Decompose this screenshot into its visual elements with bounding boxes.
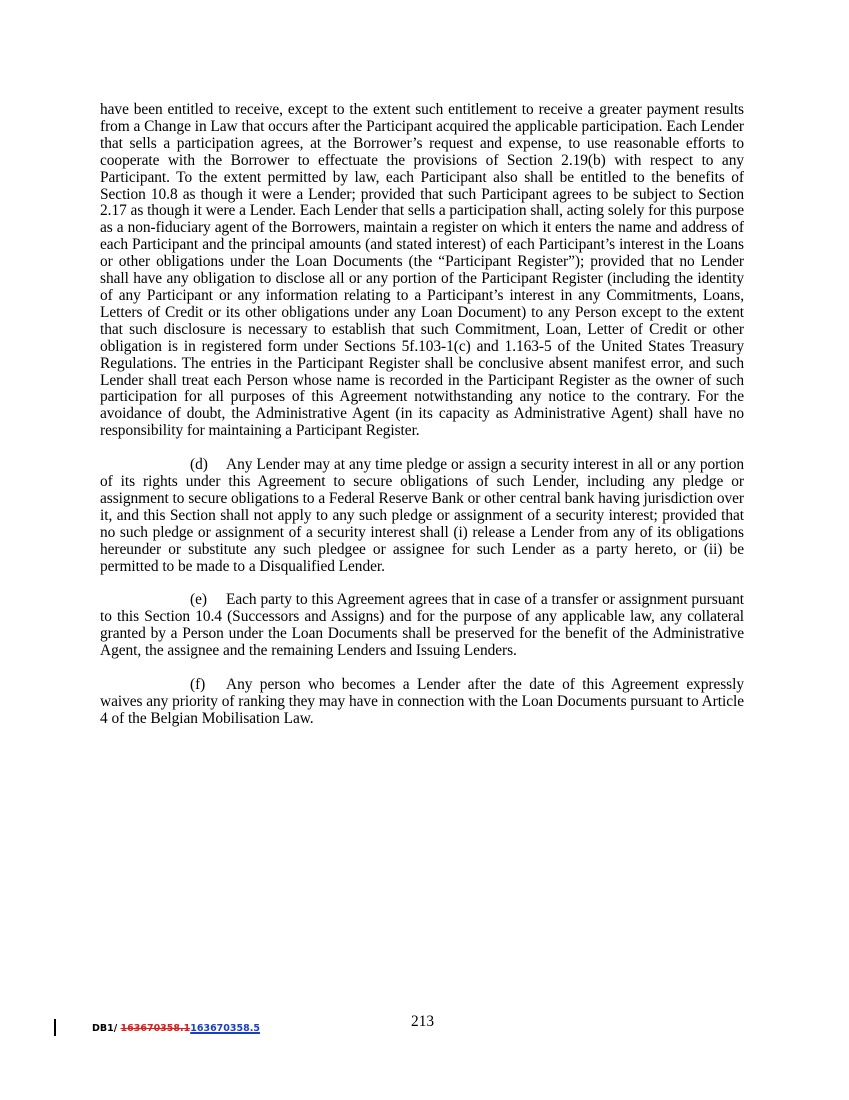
section-f-text: Any person who becomes a Lender after the date of this Agreement expressly waives any priority of ranking they may have in connection with the Loan Documents pursuant to Article 4 of the Belgian Mobilisation Law. xyxy=(100,676,744,727)
section-f-label: (f) xyxy=(190,676,206,694)
page-footer xyxy=(0,1013,849,1043)
page-number: 213 xyxy=(411,1013,435,1030)
section-d-paragraph xyxy=(100,457,744,575)
revision-change-bar xyxy=(54,1019,56,1036)
section-e-paragraph xyxy=(100,592,744,660)
section-e-text: Each party to this Agreement agrees that in case of a transfer or assignment pursuant to this Section 10.4 (Successors and Assigns) and for the purpose of any applicable law, any collateral granted by a Person under the Loan Documents shall be preserved for the benefit of the Administrative Agent, the assignee and the remaining Lenders and Issuing Lenders. xyxy=(100,591,744,660)
doc-id-deleted: 163670358.1 xyxy=(120,1023,191,1034)
section-d-text: Any Lender may at any time pledge or assign a security interest in all or any portion of its rights under this Agreement to secure obligations of such Lender, including any pledge or assignment to secure obligations to a Federal Reserve Bank or other central bank having jurisdiction over it, and this Section shall not apply to any such pledge or assignment of a security interest; provided that no such pledge or assignment of a security interest shall (i) release a Lender from any of its obligations hereunder or substitute any such pledgee or assignee for such Lender as a party hereto, or (ii) be permitted to be made to a Disqualified Lender. xyxy=(100,456,744,575)
doc-id-inserted: 163670358.5 xyxy=(190,1023,260,1034)
section-e-label: (e) xyxy=(190,591,207,609)
document-identifier xyxy=(92,1023,260,1034)
document-page xyxy=(100,102,744,728)
section-f-paragraph xyxy=(100,677,744,728)
doc-id-prefix: DB1/ xyxy=(92,1023,121,1034)
paragraph-continuation: have been entitled to receive, except to the extent such entitlement to receive a greater payment results from a Change in Law that occurs after the Participant acquired the applicable participation. Each Lender that sells a participation agrees, at the Borrower’s request and expense, to use reasonable efforts to cooperate with the Borrower to effectuate the provisions of Section 2.19(b) with respect to any Participant. To the extent permitted by law, each Participant also shall be entitled to the benefits of Section 10.8 as though it were a Lender; provided that such Participant agrees to be subject to Section 2.17 as though it were a Lender. Each Lender that sells a participation shall, acting solely for this purpose as a non-fiduciary agent of the Borrowers, maintain a register on which it enters the name and address of each Participant and the principal amounts (and stated interest) of each Participant’s interest in the Loans or other obligations under the Loan Documents (the “Participant Register”); provided that no Lender shall have any obligation to disclose all or any portion of the Participant Register (including the identity of any Participant or any information relating to a Participant’s interest in any Commitments, Loans, Letters of Credit or its other obligations under any Loan Document) to any Person except to the extent that such disclosure is necessary to establish that such Commitment, Loan, Letter of Credit or other obligation is in registered form under Sections 5f.103-1(c) and 1.163-5 of the United States Treasury Regulations. The entries in the Participant Register shall be conclusive absent manifest error, and such Lender shall treat each Person whose name is recorded in the Participant Register as the owner of such participation for all purposes of this Agreement notwithstanding any notice to the contrary. For the avoidance of doubt, the Administrative Agent (in its capacity as Administrative Agent) shall have no responsibility for maintaining a Participant Register. xyxy=(100,101,744,440)
section-d-label: (d) xyxy=(190,456,208,474)
